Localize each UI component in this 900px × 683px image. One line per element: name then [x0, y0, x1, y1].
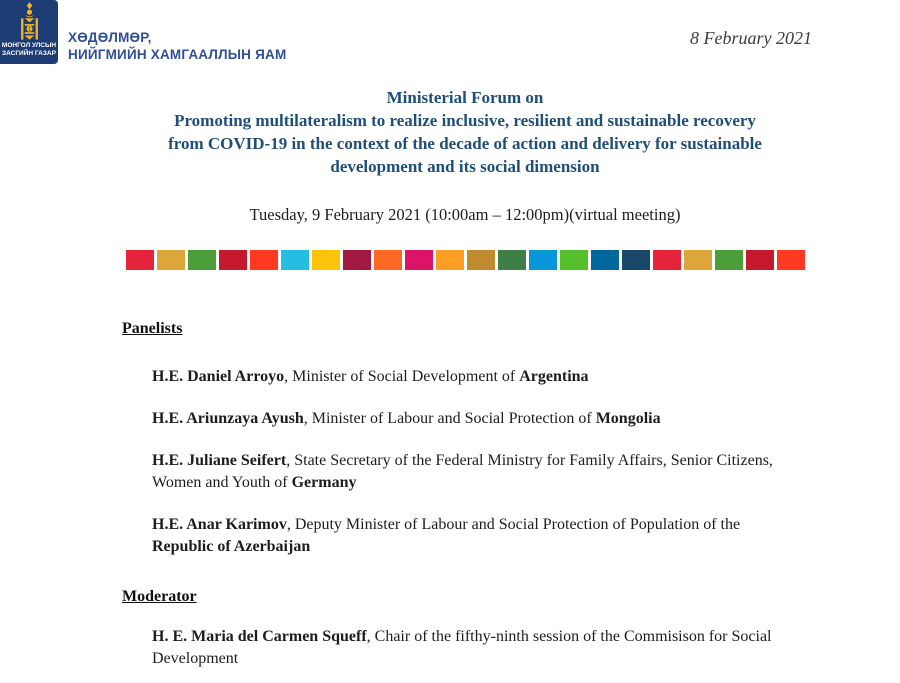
panelist-name: H.E. Ariunzaya Ayush: [152, 410, 304, 427]
sdg-color-square: [560, 250, 588, 270]
forum-title-line: Ministerial Forum on: [386, 88, 544, 107]
moderator-name: H. E. Maria del Carmen Squeff: [152, 628, 367, 645]
event-schedule: Tuesday, 9 February 2021 (10:00am – 12:00pm)(virtual meeting): [249, 205, 681, 224]
panelist-entry: [152, 450, 797, 494]
panelist-country: Argentina: [519, 368, 589, 385]
sdg-color-square: [374, 250, 402, 270]
panelist-role: , State Secretary of the Federal Ministry for Family Affairs, Senior Citizens, Women and Youth of: [152, 452, 773, 491]
logo-caption: [2, 42, 56, 58]
sdg-color-square: [219, 250, 247, 270]
panelist-role: , Deputy Minister of Labour and Social Protection of Population of the: [286, 516, 741, 533]
sdg-color-square: [467, 250, 495, 270]
forum-title-line: from COVID-19 in the context of the decade of action and delivery for sustainable: [168, 134, 762, 153]
sdg-color-square: [405, 250, 433, 270]
panelist-name: H.E. Daniel Arroyo: [152, 368, 285, 385]
panelist-country: Mongolia: [595, 410, 661, 427]
panelist-name: H.E. Anar Karimov: [152, 516, 287, 533]
panelist-entry: [152, 366, 797, 388]
panelist-entry: [152, 408, 797, 430]
sdg-color-square: [188, 250, 216, 270]
logo-caption-line2: ЗАСГИЙН ГАЗАР: [2, 50, 56, 57]
logo-caption-line1: МОНГОЛ УЛСЫН: [1, 42, 57, 49]
sdg-color-square: [498, 250, 526, 270]
sdg-color-square: [281, 250, 309, 270]
sdg-color-square: [529, 250, 557, 270]
sdg-color-square: [250, 250, 278, 270]
sdg-color-square: [684, 250, 712, 270]
sdg-color-square: [436, 250, 464, 270]
ministry-name: [68, 29, 286, 63]
sdg-color-square: [126, 250, 154, 270]
ministry-name-line1: ХӨДӨЛМӨР,: [68, 30, 152, 45]
sdg-color-square: [343, 250, 371, 270]
panelist-name: H.E. Juliane Seifert: [152, 452, 287, 469]
document-body: [36, 0, 894, 670]
panelists-heading: Panelists: [122, 320, 183, 337]
sdg-color-square: [591, 250, 619, 270]
ministry-name-line2: НИЙГМИЙН ХАМГААЛЛЫН ЯАМ: [68, 47, 287, 62]
moderator-role: , Chair of the fifthy-ninth session of the Commisison for Social Development: [152, 628, 772, 667]
sdg-color-square: [157, 250, 185, 270]
sdg-color-stripe: [126, 250, 805, 270]
sdg-color-square: [715, 250, 743, 270]
sdg-color-square: [312, 250, 340, 270]
panelist-entry: [152, 514, 797, 558]
sdg-color-square: [746, 250, 774, 270]
government-of-mongolia-logo: [0, 0, 58, 64]
moderator-heading: Moderator: [122, 588, 197, 605]
soyombo-icon: [16, 2, 43, 40]
document-date: 8 February 2021: [690, 28, 812, 48]
panelist-country: Republic of Azerbaijan: [152, 538, 311, 555]
forum-title-line: Promoting multilateralism to realize inclusive, resilient and sustainable recovery: [174, 111, 756, 130]
sdg-color-square: [653, 250, 681, 270]
moderator-entry: [152, 626, 797, 670]
panelist-role: , Minister of Social Development of: [284, 368, 520, 385]
forum-title-line: development and its social dimension: [330, 157, 600, 176]
sdg-color-square: [777, 250, 805, 270]
sdg-color-square: [622, 250, 650, 270]
panelist-role: , Minister of Labour and Social Protection of: [303, 410, 596, 427]
forum-title: [36, 86, 894, 178]
panelist-country: Germany: [291, 474, 357, 491]
